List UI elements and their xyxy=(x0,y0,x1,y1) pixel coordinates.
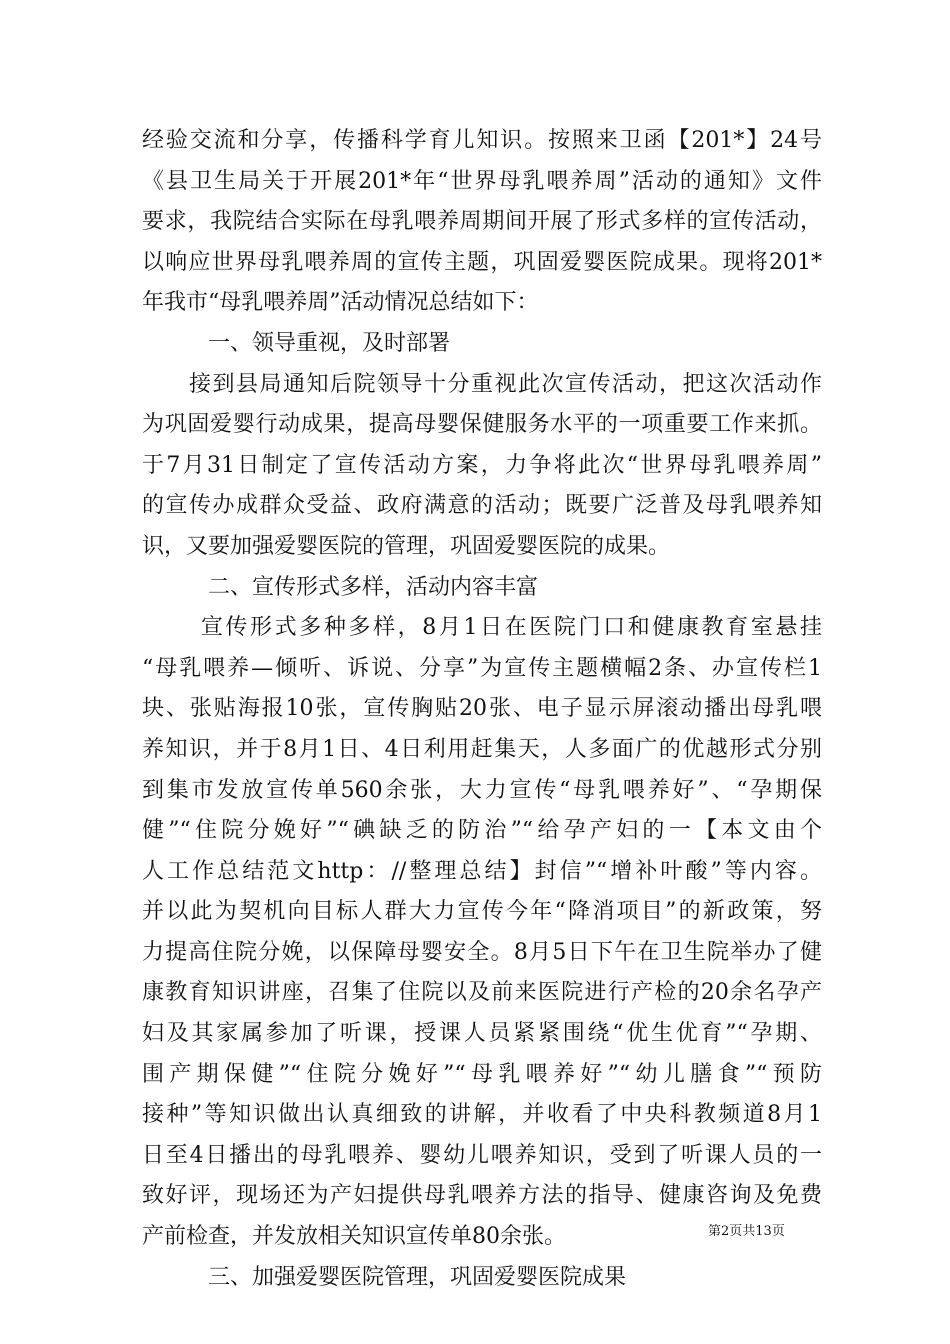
text-line: 围产期保健”“住院分娩好”“母乳喂养好”“幼儿膳食”“预防 xyxy=(142,1061,822,1087)
text-line: 人工作总结范文http：//整理总结】封信”“增补叶酸”等内容。 xyxy=(142,858,822,884)
text-line: 妇及其家属参加了听课，授课人员紧紧围绕“优生优育”“孕期、 xyxy=(142,1021,822,1047)
text-line: 日至4日播出的母乳喂养、婴幼儿喂养知识，受到了听课人员的一 xyxy=(142,1142,822,1168)
text-line: 一、领导重视，及时部署 xyxy=(142,330,451,356)
text-line: 接到县局通知后院领导十分重视此次宣传活动，把这次活动作 xyxy=(142,371,822,397)
text-line: 《县卫生局关于开展201*年“世界母乳喂养周”活动的通知》文件 xyxy=(142,168,822,194)
text-line: 康教育知识讲座，召集了住院以及前来医院进行产检的20余名孕产 xyxy=(142,980,822,1006)
text-line: 经验交流和分享，传播科学育儿知识。按照来卫函【201*】24号 xyxy=(142,128,822,153)
text-line: 为巩固爱婴行动成果，提高母婴保健服务水平的一项重要工作来抓。 xyxy=(142,412,822,438)
text-line: 接种”等知识做出认真细致的讲解，并收看了中央科教频道8月1 xyxy=(142,1102,822,1128)
text-line: 块、张贴海报10张，宣传胸贴20张、电子显示屏滚动播出母乳喂 xyxy=(142,696,822,722)
text-line: 要求，我院结合实际在母乳喂养周期间开展了形式多样的宣传活动， xyxy=(142,209,822,235)
text-line: 致好评，现场还为产妇提供母乳喂养方法的指导、健康咨询及免费 xyxy=(142,1183,822,1209)
text-line: 力提高住院分娩，以保障母婴安全。8月5日下午在卫生院举办了健 xyxy=(142,939,822,965)
text-line: 于7月31日制定了宣传活动方案，力争将此次“世界母乳喂养周” xyxy=(142,452,822,478)
text-line: 到集市发放宣传单560余张，大力宣传“母乳喂养好”、“孕期保 xyxy=(142,777,822,803)
text-line: 并以此为契机向目标人群大力宣传今年“降消项目”的新政策，努 xyxy=(142,899,822,925)
text-line: 三、加强爱婴医院管理，巩固爱婴医院成果 xyxy=(142,1264,627,1290)
text-line: 养知识，并于8月1日、4日利用赶集天，人多面广的优越形式分别 xyxy=(142,736,822,762)
text-line: 年我市“母乳喂养周”活动情况总结如下： xyxy=(142,290,539,316)
document-body xyxy=(142,121,822,1298)
text-line: 产前检查，并发放相关知识宣传单80余张。 xyxy=(142,1224,566,1250)
text-line: 二、宣传形式多样，活动内容丰富 xyxy=(142,574,539,600)
page-number: 第2页共13页 xyxy=(708,1224,785,1239)
text-line: 的宣传办成群众受益、政府满意的活动；既要广泛普及母乳喂养知 xyxy=(142,493,822,519)
text-line: 健”“住院分娩好”“碘缺乏的防治”“给孕产妇的一【本文由个 xyxy=(142,818,822,844)
text-line: 宣传形式多种多样，8月1日在医院门口和健康教育室悬挂 xyxy=(142,615,822,641)
text-line: 识，又要加强爱婴医院的管理，巩固爱婴医院的成果。 xyxy=(142,533,671,559)
text-line: 以响应世界母乳喂养周的宣传主题，巩固爱婴医院成果。现将201* xyxy=(142,249,822,275)
text-line: “母乳喂养—倾听、诉说、分享”为宣传主题横幅2条、办宣传栏1 xyxy=(142,655,822,681)
